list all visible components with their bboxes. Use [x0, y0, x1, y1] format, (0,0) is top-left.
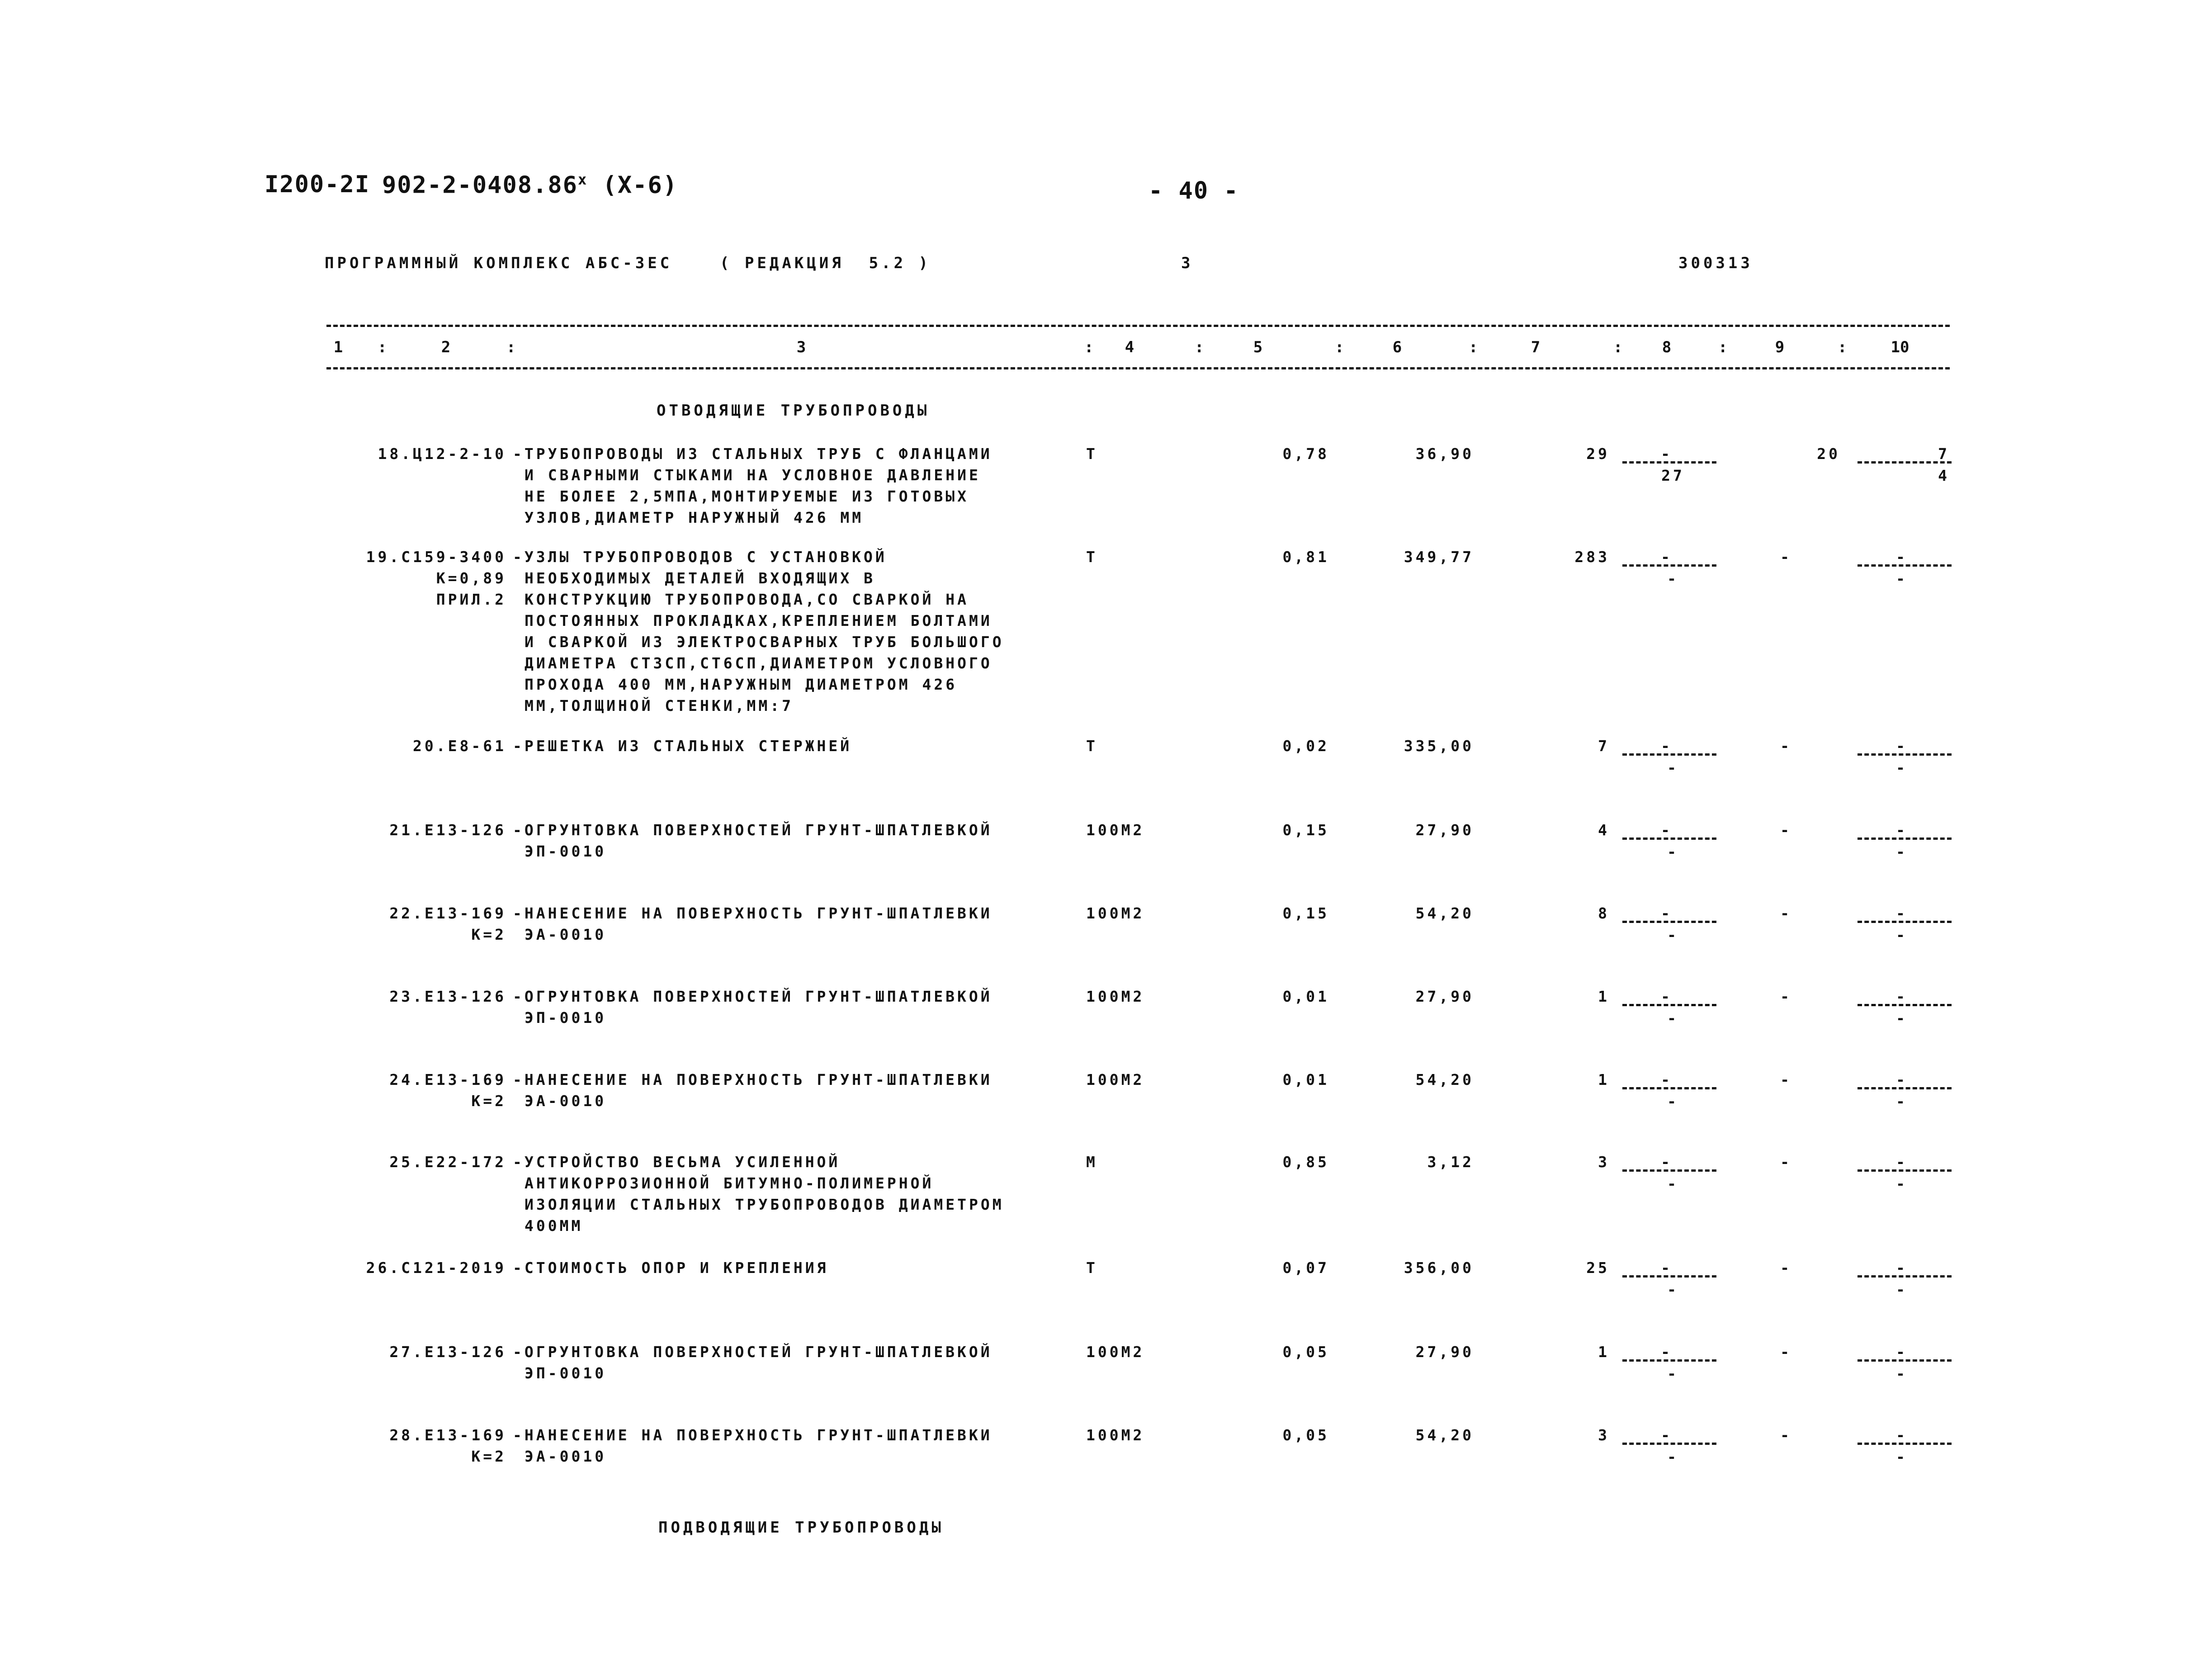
col10-fraction-line [1858, 1359, 1952, 1362]
col10-numerator: - [1896, 1426, 1908, 1444]
section-title-outlet: ОТВОДЯЩИЕ ТРУБОПРОВОДЫ [657, 402, 930, 420]
row-quantity: 0,01 [1282, 1071, 1329, 1088]
row-col9: - [1780, 988, 1792, 1005]
column-header-1: 1 [333, 338, 343, 356]
row-description-line: ЭА-0010 [525, 1092, 607, 1110]
row-unit: 100М2 [1086, 904, 1145, 922]
row-code: 24.Е13-169 [389, 1071, 506, 1088]
col8-numerator: - [1661, 1343, 1673, 1361]
row-unit-price: 27,90 [1415, 821, 1474, 839]
document-code-superscript: x [578, 171, 588, 188]
row-description-line: ИЗОЛЯЦИИ СТАЛЬНЫХ ТРУБОПРОВОДОВ ДИАМЕТРОМ [525, 1196, 1004, 1213]
row-unit-price: 27,90 [1415, 1343, 1474, 1361]
row-description-line: ЭП-0010 [525, 1364, 607, 1382]
row-unit-price: 54,20 [1415, 1426, 1474, 1444]
col8-denominator: - [1667, 1365, 1679, 1382]
document-code-main: 902-2-0408.86 [382, 171, 578, 199]
col8-fraction-line [1622, 1169, 1716, 1172]
row-code: 22.Е13-169 [389, 904, 506, 922]
row-quantity: 0,78 [1282, 445, 1329, 463]
row-description-line: -НАНЕСЕНИЕ НА ПОВЕРХНОСТЬ ГРУНТ-ШПАТЛЕВКИ [513, 1071, 993, 1088]
col10-fraction-line [1858, 461, 1952, 464]
row-description-line: -УЗЛЫ ТРУБОПРОВОДОВ С УСТАНОВКОЙ [513, 548, 887, 566]
column-separator: : [1838, 338, 1847, 356]
row-description-line: -ОГРУНТОВКА ПОВЕРХНОСТЕЙ ГРУНТ-ШПАТЛЕВКОЙ [513, 988, 993, 1005]
column-separator: : [1469, 338, 1478, 356]
row-code: 18.Ц12-2-10 [378, 445, 506, 463]
row-description-line: ЭА-0010 [525, 1448, 607, 1465]
row-total: 25 [1586, 1259, 1610, 1277]
column-separator: : [1335, 338, 1344, 356]
row-quantity: 0,02 [1282, 737, 1329, 755]
row-unit: М [1086, 1153, 1098, 1171]
col10-fraction-line [1858, 838, 1952, 840]
row-unit-price: 54,20 [1415, 904, 1474, 922]
table-header-rule [326, 367, 1950, 369]
program-code: 300313 [1678, 254, 1753, 272]
col8-fraction-line [1622, 1359, 1716, 1362]
row-unit: Т [1086, 1259, 1098, 1277]
row-unit: 100М2 [1086, 1343, 1145, 1361]
row-total: 1 [1598, 1071, 1610, 1088]
column-header-9: 9 [1775, 338, 1785, 356]
col8-denominator: - [1667, 1009, 1679, 1027]
row-description-line: ДИАМЕТРА СТ3СП,СТ6СП,ДИАМЕТРОМ УСЛОВНОГО [525, 654, 993, 672]
col8-numerator: - [1661, 1153, 1673, 1171]
col10-numerator: - [1896, 988, 1908, 1005]
row-quantity: 0,01 [1282, 988, 1329, 1005]
row-total: 1 [1598, 1343, 1610, 1361]
row-description-line: УЗЛОВ,ДИАМЕТР НАРУЖНЫЙ 426 ММ [525, 509, 864, 526]
row-description-line: -СТОИМОСТЬ ОПОР И КРЕПЛЕНИЯ [513, 1259, 829, 1277]
row-description-line: 400ММ [525, 1217, 583, 1235]
row-unit: 100М2 [1086, 821, 1145, 839]
row-description-line: -ОГРУНТОВКА ПОВЕРХНОСТЕЙ ГРУНТ-ШПАТЛЕВКОЙ [513, 1343, 993, 1361]
row-col9: - [1780, 821, 1792, 839]
column-header-4: 4 [1125, 338, 1134, 356]
row-quantity: 0,05 [1282, 1343, 1329, 1361]
document-code-suffix: (X-6) [602, 171, 678, 199]
row-unit-price: 36,90 [1415, 445, 1474, 463]
row-col9: - [1780, 1153, 1792, 1171]
col8-fraction-line [1622, 838, 1716, 840]
col10-denominator: - [1896, 1009, 1908, 1027]
row-total: 1 [1598, 988, 1610, 1005]
row-unit-price: 335,00 [1404, 737, 1474, 755]
row-col9: 20 [1817, 445, 1840, 463]
row-total: 7 [1598, 737, 1610, 755]
col8-denominator: - [1667, 1281, 1679, 1298]
page-number: - 40 - [1149, 177, 1239, 204]
row-unit: 100М2 [1086, 988, 1145, 1005]
col10-fraction-line [1858, 1087, 1952, 1089]
row-quantity: 0,15 [1282, 904, 1329, 922]
col8-numerator: - [1661, 988, 1673, 1005]
row-quantity: 0,07 [1282, 1259, 1329, 1277]
col10-fraction-line [1858, 1169, 1952, 1172]
row-quantity: 0,81 [1282, 548, 1329, 566]
row-total: 3 [1598, 1153, 1610, 1171]
col10-denominator: - [1896, 1365, 1908, 1382]
table-top-rule [326, 325, 1950, 327]
col8-fraction-line [1622, 921, 1716, 923]
row-unit-price: 349,77 [1404, 548, 1474, 566]
row-description-line: ЭП-0010 [525, 842, 607, 860]
row-unit-price: 356,00 [1404, 1259, 1474, 1277]
row-code: 19.С159-3400 [366, 548, 506, 566]
col10-denominator: - [1896, 1281, 1908, 1298]
row-code: 27.Е13-126 [389, 1343, 506, 1361]
row-description-line: НЕОБХОДИМЫХ ДЕТАЛЕЙ ВХОДЯЩИХ В [525, 569, 876, 587]
row-col9: - [1780, 904, 1792, 922]
row-col9: - [1780, 1343, 1792, 1361]
column-header-8: 8 [1662, 338, 1672, 356]
col10-denominator: 4 [1938, 467, 1950, 484]
col8-denominator: - [1667, 1448, 1679, 1466]
col8-fraction-line [1622, 564, 1716, 567]
col8-numerator: - [1661, 1426, 1673, 1444]
column-separator: : [1084, 338, 1094, 356]
row-description-line: -НАНЕСЕНИЕ НА ПОВЕРХНОСТЬ ГРУНТ-ШПАТЛЕВКИ [513, 1426, 993, 1444]
col10-fraction-line [1858, 1004, 1952, 1006]
row-code: 20.Е8-61 [413, 737, 506, 755]
row-col9: - [1780, 1259, 1792, 1277]
col10-numerator: - [1896, 548, 1908, 566]
col8-numerator: - [1661, 1071, 1673, 1088]
row-code: 21.Е13-126 [389, 821, 506, 839]
column-header-5: 5 [1253, 338, 1263, 356]
row-unit: Т [1086, 548, 1098, 566]
col8-denominator: - [1667, 570, 1679, 587]
row-total: 4 [1598, 821, 1610, 839]
col8-fraction-line [1622, 1004, 1716, 1006]
row-description-line: НЕ БОЛЕЕ 2,5МПА,МОНТИРУЕМЫЕ ИЗ ГОТОВЫХ [525, 487, 969, 505]
col10-numerator: - [1896, 1259, 1908, 1277]
col10-numerator: 7 [1938, 445, 1950, 463]
row-description-line: -ТРУБОПРОВОДЫ ИЗ СТАЛЬНЫХ ТРУБ С ФЛАНЦАМИ [513, 445, 993, 463]
row-description-line: ММ,ТОЛЩИНОЙ СТЕНКИ,ММ:7 [525, 697, 794, 714]
col8-fraction-line [1622, 753, 1716, 756]
row-code: 28.Е13-169 [389, 1426, 506, 1444]
row-description-line: -УСТРОЙСТВО ВЕСЬМА УСИЛЕННОЙ [513, 1153, 841, 1171]
row-total: 3 [1598, 1426, 1610, 1444]
row-description-line: -РЕШЕТКА ИЗ СТАЛЬНЫХ СТЕРЖНЕЙ [513, 737, 852, 755]
col10-numerator: - [1896, 1071, 1908, 1088]
col10-denominator: - [1896, 1175, 1908, 1192]
row-code-coefficient: К=2 [471, 1092, 506, 1110]
col10-fraction-line [1858, 753, 1952, 756]
col8-fraction-line [1622, 1443, 1716, 1445]
col8-fraction-line [1622, 461, 1716, 464]
row-description-line: ПРОХОДА 400 ММ,НАРУЖНЫМ ДИАМЕТРОМ 426 [525, 676, 958, 693]
column-separator: : [378, 338, 387, 356]
column-separator: : [1195, 338, 1204, 356]
row-quantity: 0,85 [1282, 1153, 1329, 1171]
row-unit-price: 54,20 [1415, 1071, 1474, 1088]
col10-fraction-line [1858, 1275, 1952, 1278]
row-col9: - [1780, 1426, 1792, 1444]
col10-fraction-line [1858, 564, 1952, 567]
row-code: 25.Е22-172 [389, 1153, 506, 1171]
col10-denominator: - [1896, 1448, 1908, 1466]
row-description-line: ЭА-0010 [525, 926, 607, 943]
row-unit-price: 27,90 [1415, 988, 1474, 1005]
row-unit-price: 3,12 [1427, 1153, 1474, 1171]
col10-denominator: - [1896, 843, 1908, 861]
col8-denominator: - [1667, 1093, 1679, 1110]
col10-numerator: - [1896, 737, 1908, 755]
col10-denominator: - [1896, 570, 1908, 587]
row-description-line: КОНСТРУКЦИЮ ТРУБОПРОВОДА,СО СВАРКОЙ НА [525, 591, 969, 608]
col8-fraction-line [1622, 1275, 1716, 1278]
row-description-line: ЭП-0010 [525, 1009, 607, 1027]
program-title: ПРОГРАММНЫЙ КОМПЛЕКС АБС-3ЕС [325, 254, 673, 272]
row-description-line: И СВАРНЫМИ СТЫКАМИ НА УСЛОВНОЕ ДАВЛЕНИЕ [525, 466, 981, 484]
col10-numerator: - [1896, 904, 1908, 922]
col8-numerator: - [1661, 821, 1673, 839]
row-description-line: -ОГРУНТОВКА ПОВЕРХНОСТЕЙ ГРУНТ-ШПАТЛЕВКОЙ [513, 821, 993, 839]
col10-denominator: - [1896, 926, 1908, 944]
row-col9: - [1780, 548, 1792, 566]
row-total: 29 [1586, 445, 1610, 463]
row-total: 8 [1598, 904, 1610, 922]
column-separator: : [1718, 338, 1728, 356]
column-header-10: 10 [1891, 338, 1910, 356]
row-description-line: АНТИКОРРОЗИОННОЙ БИТУМНО-ПОЛИМЕРНОЙ [525, 1174, 934, 1192]
row-col9: - [1780, 737, 1792, 755]
col10-fraction-line [1858, 921, 1952, 923]
row-unit: 100М2 [1086, 1426, 1145, 1444]
col10-numerator: - [1896, 821, 1908, 839]
column-header-3: 3 [796, 338, 806, 356]
col8-numerator: - [1661, 548, 1673, 566]
row-quantity: 0,05 [1282, 1426, 1329, 1444]
section-title-inlet: ПОДВОДЯЩИЕ ТРУБОПРОВОДЫ [658, 1519, 944, 1537]
row-code-coefficient: ПРИЛ.2 [436, 591, 506, 608]
col10-numerator: - [1896, 1153, 1908, 1171]
row-total: 283 [1574, 548, 1610, 566]
document-id: I200-2I [265, 171, 370, 198]
row-col9: - [1780, 1071, 1792, 1088]
col8-denominator: - [1667, 843, 1679, 861]
col8-fraction-line [1622, 1087, 1716, 1089]
col8-denominator: - [1667, 926, 1679, 944]
col8-denominator: 27 [1661, 467, 1685, 484]
row-description-line: -НАНЕСЕНИЕ НА ПОВЕРХНОСТЬ ГРУНТ-ШПАТЛЕВКИ [513, 904, 993, 922]
row-code-coefficient: К=2 [471, 1448, 506, 1465]
col8-numerator: - [1661, 1259, 1673, 1277]
row-quantity: 0,15 [1282, 821, 1329, 839]
program-edition: ( РЕДАКЦИЯ 5.2 ) [720, 254, 931, 272]
row-description-line: ПОСТОЯННЫХ ПРОКЛАДКАХ,КРЕПЛЕНИЕМ БОЛТАМИ [525, 612, 993, 629]
col8-numerator: - [1661, 737, 1673, 755]
col10-denominator: - [1896, 1093, 1908, 1110]
col8-numerator: - [1661, 445, 1673, 463]
col8-numerator: - [1661, 904, 1673, 922]
column-header-6: 6 [1392, 338, 1402, 356]
col10-numerator: - [1896, 1343, 1908, 1361]
row-code-coefficient: К=0,89 [436, 569, 506, 587]
column-header-7: 7 [1531, 338, 1541, 356]
row-description-line: И СВАРКОЙ ИЗ ЭЛЕКТРОСВАРНЫХ ТРУБ БОЛЬШОГО [525, 633, 1004, 651]
column-separator: : [506, 338, 516, 356]
col10-fraction-line [1858, 1443, 1952, 1445]
col8-denominator: - [1667, 1175, 1679, 1192]
row-code-coefficient: К=2 [471, 926, 506, 943]
row-unit: 100М2 [1086, 1071, 1145, 1088]
row-unit: Т [1086, 737, 1098, 755]
column-separator: : [1613, 338, 1623, 356]
sheet-number: 3 [1181, 254, 1194, 272]
col8-denominator: - [1667, 759, 1679, 776]
document-code [382, 171, 678, 199]
column-header-2: 2 [441, 338, 451, 356]
row-unit: Т [1086, 445, 1098, 463]
col10-denominator: - [1896, 759, 1908, 776]
row-code: 26.С121-2019 [366, 1259, 506, 1277]
row-code: 23.Е13-126 [389, 988, 506, 1005]
